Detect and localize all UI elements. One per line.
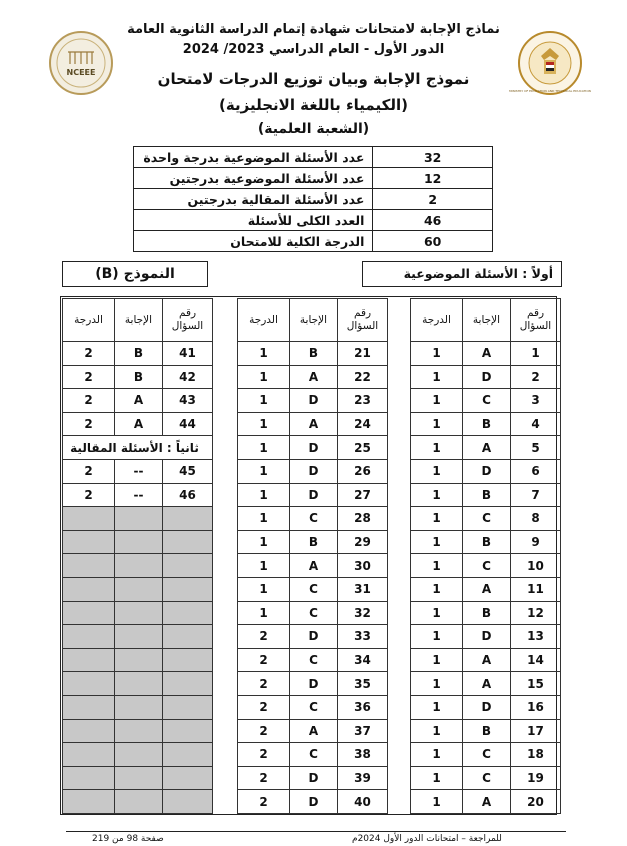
table-row [411, 389, 561, 413]
blank-cell [163, 766, 213, 790]
table-row [238, 648, 388, 672]
question-number-cell: 39 [338, 766, 388, 790]
summary-label: عدد الأسئلة الموضوعية بدرجة واحدة [134, 147, 373, 168]
table-row [411, 672, 561, 696]
question-number-cell: 9 [511, 530, 561, 554]
footer-page-number: صفحة 98 من 219 [92, 834, 164, 844]
table-row [63, 412, 213, 436]
table-header-row [63, 299, 213, 342]
question-number-cell: 15 [511, 672, 561, 696]
answer-cell: C [463, 507, 511, 531]
grade-cell: 2 [238, 672, 290, 696]
question-number-cell: 16 [511, 695, 561, 719]
grade-cell: 2 [238, 648, 290, 672]
blank-cell [63, 625, 115, 649]
blank-cell [115, 625, 163, 649]
table-row [63, 365, 213, 389]
question-number-cell: 13 [511, 625, 561, 649]
blank-cell [115, 577, 163, 601]
blank-cell [63, 790, 115, 814]
table-row [238, 601, 388, 625]
question-number-cell: 46 [163, 483, 213, 507]
grade-cell: 1 [238, 530, 290, 554]
blank-cell [63, 766, 115, 790]
table-row [411, 648, 561, 672]
grade-cell: 1 [238, 342, 290, 366]
question-number-cell: 10 [511, 554, 561, 578]
grade-cell: 2 [63, 365, 115, 389]
question-number-cell: 5 [511, 436, 561, 460]
answer-cell: D [463, 625, 511, 649]
question-number-cell: 33 [338, 625, 388, 649]
table-row [411, 554, 561, 578]
answer-cell: C [463, 743, 511, 767]
summary-row [134, 210, 493, 231]
question-number-cell: 41 [163, 342, 213, 366]
table-row [238, 389, 388, 413]
answer-cell: A [463, 672, 511, 696]
blank-cell [115, 648, 163, 672]
answer-cell: A [290, 365, 338, 389]
column-header-number: رقم السؤال [511, 299, 561, 342]
summary-value: 12 [373, 168, 493, 189]
blank-row [63, 648, 213, 672]
question-number-cell: 34 [338, 648, 388, 672]
answer-cell: C [290, 507, 338, 531]
grade-cell: 1 [411, 459, 463, 483]
question-number-cell: 4 [511, 412, 561, 436]
grade-cell: 1 [238, 365, 290, 389]
blank-cell [115, 766, 163, 790]
grade-cell: 1 [411, 719, 463, 743]
table-row [411, 459, 561, 483]
table-header-row [238, 299, 388, 342]
grade-cell: 2 [63, 389, 115, 413]
blank-cell [163, 554, 213, 578]
table-row [238, 507, 388, 531]
answer-table-left [62, 298, 213, 814]
question-number-cell: 22 [338, 365, 388, 389]
column-header-grade: الدرجة [238, 299, 290, 342]
answer-cell: D [290, 672, 338, 696]
summary-row [134, 189, 493, 210]
summary-row [134, 168, 493, 189]
table-row [411, 719, 561, 743]
table-row [411, 790, 561, 814]
blank-cell [115, 507, 163, 531]
question-number-cell: 7 [511, 483, 561, 507]
answer-cell: B [463, 719, 511, 743]
summary-value: 32 [373, 147, 493, 168]
blank-cell [163, 625, 213, 649]
blank-cell [163, 507, 213, 531]
table-row [411, 695, 561, 719]
table-row [411, 342, 561, 366]
table-row [411, 530, 561, 554]
blank-cell [115, 554, 163, 578]
grade-cell: 1 [238, 507, 290, 531]
grade-cell: 1 [411, 342, 463, 366]
answer-cell: D [290, 766, 338, 790]
question-number-cell: 11 [511, 577, 561, 601]
summary-label: عدد الأسئلة الموضوعية بدرجتين [134, 168, 373, 189]
model-label: النموذج (B) [62, 261, 208, 287]
blank-cell [163, 672, 213, 696]
question-number-cell: 45 [163, 459, 213, 483]
grade-cell: 1 [411, 695, 463, 719]
grade-cell: 1 [411, 648, 463, 672]
blank-cell [63, 648, 115, 672]
blank-cell [63, 695, 115, 719]
blank-cell [63, 577, 115, 601]
footer-title: للمراجعة – امتحانات الدور الأول 2024م [352, 834, 502, 844]
grade-cell: 1 [238, 389, 290, 413]
answer-cell: A [290, 554, 338, 578]
answer-cell: D [290, 790, 338, 814]
table-row [411, 625, 561, 649]
blank-cell [115, 530, 163, 554]
blank-cell [63, 743, 115, 767]
table-row [238, 672, 388, 696]
summary-value: 60 [373, 231, 493, 252]
grade-cell: 2 [63, 459, 115, 483]
blank-row [63, 530, 213, 554]
question-number-cell: 36 [338, 695, 388, 719]
answer-cell: C [290, 577, 338, 601]
question-number-cell: 2 [511, 365, 561, 389]
grade-cell: 1 [238, 483, 290, 507]
question-number-cell: 26 [338, 459, 388, 483]
question-number-cell: 28 [338, 507, 388, 531]
blank-cell [163, 648, 213, 672]
table-row [238, 459, 388, 483]
grade-cell: 1 [411, 412, 463, 436]
question-number-cell: 20 [511, 790, 561, 814]
blank-row [63, 672, 213, 696]
grade-cell: 1 [238, 436, 290, 460]
answer-cell: B [290, 342, 338, 366]
blank-cell [163, 790, 213, 814]
answer-cell: D [463, 459, 511, 483]
answer-table-right [410, 298, 561, 814]
header-line-1: نماذج الإجابة لامتحانات شهادة إتمام الدراسة الثانوية العامة [127, 22, 500, 37]
grade-cell: 2 [238, 790, 290, 814]
answer-cell: C [290, 601, 338, 625]
column-header-grade: الدرجة [63, 299, 115, 342]
header-subject: (الكيمياء باللغة الانجليزية) [219, 96, 408, 114]
table-row [238, 554, 388, 578]
grade-cell: 1 [238, 459, 290, 483]
grade-cell: 2 [238, 719, 290, 743]
blank-cell [163, 530, 213, 554]
table-row [238, 436, 388, 460]
table-row [411, 483, 561, 507]
question-number-cell: 40 [338, 790, 388, 814]
grade-cell: 1 [238, 554, 290, 578]
answer-cell: C [290, 695, 338, 719]
answer-cell: D [290, 483, 338, 507]
question-number-cell: 35 [338, 672, 388, 696]
grade-cell: 1 [411, 554, 463, 578]
header-line-2: الدور الأول - العام الدراسي 2023/ 2024 [182, 42, 445, 57]
answer-cell: A [463, 342, 511, 366]
nceee-logo-text: NCEEE [66, 68, 96, 77]
essay-section-label: ثانياً : الأسئلة المقالية [63, 436, 213, 460]
blank-row [63, 719, 213, 743]
question-number-cell: 25 [338, 436, 388, 460]
grade-cell: 1 [411, 530, 463, 554]
answer-cell: B [463, 483, 511, 507]
answer-cell: A [115, 412, 163, 436]
grade-cell: 1 [411, 790, 463, 814]
grade-cell: 2 [63, 342, 115, 366]
answer-cell: A [463, 648, 511, 672]
question-number-cell: 18 [511, 743, 561, 767]
answer-cell: B [115, 365, 163, 389]
table-row [238, 719, 388, 743]
blank-cell [115, 695, 163, 719]
question-number-cell: 14 [511, 648, 561, 672]
grade-cell: 2 [63, 483, 115, 507]
grade-cell: 1 [411, 483, 463, 507]
column-header-grade: الدرجة [411, 299, 463, 342]
table-row [238, 577, 388, 601]
table-row [238, 365, 388, 389]
blank-cell [63, 719, 115, 743]
answer-cell: B [290, 530, 338, 554]
table-row [238, 530, 388, 554]
question-number-cell: 30 [338, 554, 388, 578]
grade-cell: 2 [238, 766, 290, 790]
question-number-cell: 27 [338, 483, 388, 507]
question-number-cell: 1 [511, 342, 561, 366]
blank-cell [63, 507, 115, 531]
question-number-cell: 3 [511, 389, 561, 413]
blank-cell [63, 601, 115, 625]
grade-cell: 1 [411, 365, 463, 389]
answer-cell: A [115, 389, 163, 413]
grade-cell: 1 [238, 577, 290, 601]
summary-row [134, 231, 493, 252]
column-header-answer: الإجابة [290, 299, 338, 342]
answer-cell: D [463, 365, 511, 389]
question-number-cell: 21 [338, 342, 388, 366]
grade-cell: 1 [411, 743, 463, 767]
table-row [411, 743, 561, 767]
summary-value: 46 [373, 210, 493, 231]
answer-cell: C [463, 766, 511, 790]
footer-rule [66, 831, 566, 832]
answer-cell: D [290, 436, 338, 460]
table-row [238, 625, 388, 649]
table-row [411, 365, 561, 389]
blank-row [63, 625, 213, 649]
blank-cell [63, 554, 115, 578]
grade-cell: 1 [411, 625, 463, 649]
blank-row [63, 577, 213, 601]
table-row [238, 342, 388, 366]
summary-label: العدد الكلى للأسئلة [134, 210, 373, 231]
answer-cell: D [290, 389, 338, 413]
answer-cell: C [290, 648, 338, 672]
blank-row [63, 554, 213, 578]
table-row [411, 507, 561, 531]
question-number-cell: 44 [163, 412, 213, 436]
column-header-answer: الإجابة [463, 299, 511, 342]
answer-cell: A [463, 790, 511, 814]
grade-cell: 2 [238, 695, 290, 719]
blank-cell [63, 672, 115, 696]
question-number-cell: 8 [511, 507, 561, 531]
table-row [238, 766, 388, 790]
table-row [411, 766, 561, 790]
table-row [63, 483, 213, 507]
question-number-cell: 24 [338, 412, 388, 436]
question-number-cell: 6 [511, 459, 561, 483]
answer-cell: D [463, 695, 511, 719]
grade-cell: 1 [411, 601, 463, 625]
grade-cell: 2 [63, 412, 115, 436]
grade-cell: 1 [238, 601, 290, 625]
question-number-cell: 38 [338, 743, 388, 767]
grade-cell: 1 [411, 766, 463, 790]
answer-cell: D [290, 625, 338, 649]
blank-cell [115, 743, 163, 767]
column-header-answer: الإجابة [115, 299, 163, 342]
table-row [238, 790, 388, 814]
blank-cell [115, 790, 163, 814]
table-row [411, 601, 561, 625]
blank-row [63, 695, 213, 719]
blank-row [63, 790, 213, 814]
table-row [238, 483, 388, 507]
table-row [238, 743, 388, 767]
answer-cell: C [463, 389, 511, 413]
answer-cell: C [463, 554, 511, 578]
blank-row [63, 766, 213, 790]
summary-label: الدرجة الكلية للامتحان [134, 231, 373, 252]
blank-cell [115, 719, 163, 743]
table-row [411, 577, 561, 601]
table-row [411, 412, 561, 436]
question-number-cell: 29 [338, 530, 388, 554]
blank-row [63, 743, 213, 767]
blank-cell [163, 743, 213, 767]
question-number-cell: 37 [338, 719, 388, 743]
answer-cell: A [463, 577, 511, 601]
blank-cell [163, 601, 213, 625]
question-number-cell: 12 [511, 601, 561, 625]
question-number-cell: 43 [163, 389, 213, 413]
summary-row [134, 147, 493, 168]
summary-table [133, 146, 493, 252]
answer-cell: A [290, 719, 338, 743]
grade-cell: 1 [238, 412, 290, 436]
essay-section-row [63, 436, 213, 460]
header-branch: (الشعبة العلمية) [257, 121, 370, 137]
answer-cell: B [463, 601, 511, 625]
answer-table-middle [237, 298, 388, 814]
answer-cell: B [115, 342, 163, 366]
grade-cell: 1 [411, 672, 463, 696]
summary-value: 2 [373, 189, 493, 210]
blank-cell [63, 530, 115, 554]
blank-cell [115, 672, 163, 696]
answer-cell: B [463, 412, 511, 436]
answer-cell: D [290, 459, 338, 483]
grade-cell: 1 [411, 577, 463, 601]
table-header-row [411, 299, 561, 342]
table-row [63, 389, 213, 413]
blank-cell [163, 577, 213, 601]
table-row [63, 459, 213, 483]
summary-label: عدد الأسئلة المقالية بدرجتين [134, 189, 373, 210]
answer-cell: -- [115, 483, 163, 507]
question-number-cell: 19 [511, 766, 561, 790]
question-number-cell: 32 [338, 601, 388, 625]
blank-cell [115, 601, 163, 625]
question-number-cell: 31 [338, 577, 388, 601]
table-row [238, 695, 388, 719]
grade-cell: 2 [238, 743, 290, 767]
table-row [63, 342, 213, 366]
question-number-cell: 17 [511, 719, 561, 743]
answer-cell: A [290, 412, 338, 436]
column-header-number: رقم السؤال [338, 299, 388, 342]
question-number-cell: 42 [163, 365, 213, 389]
answer-cell: A [463, 436, 511, 460]
header-line-3: نموذج الإجابة وبيان توزيع الدرجات لامتحان [157, 70, 470, 88]
grade-cell: 2 [238, 625, 290, 649]
objective-section-label: أولاً : الأسئلة الموضوعية [362, 261, 562, 287]
blank-row [63, 507, 213, 531]
grade-cell: 1 [411, 436, 463, 460]
answer-cell: -- [115, 459, 163, 483]
ministry-logo-text: MINISTRY OF EDUCATION AND TECHNICAL EDUCATION [509, 89, 591, 93]
table-row [411, 436, 561, 460]
blank-cell [163, 695, 213, 719]
blank-row [63, 601, 213, 625]
table-row [238, 412, 388, 436]
grade-cell: 1 [411, 389, 463, 413]
grade-cell: 1 [411, 507, 463, 531]
column-header-number: رقم السؤال [163, 299, 213, 342]
question-number-cell: 23 [338, 389, 388, 413]
blank-cell [163, 719, 213, 743]
answer-cell: C [290, 743, 338, 767]
answer-cell: B [463, 530, 511, 554]
